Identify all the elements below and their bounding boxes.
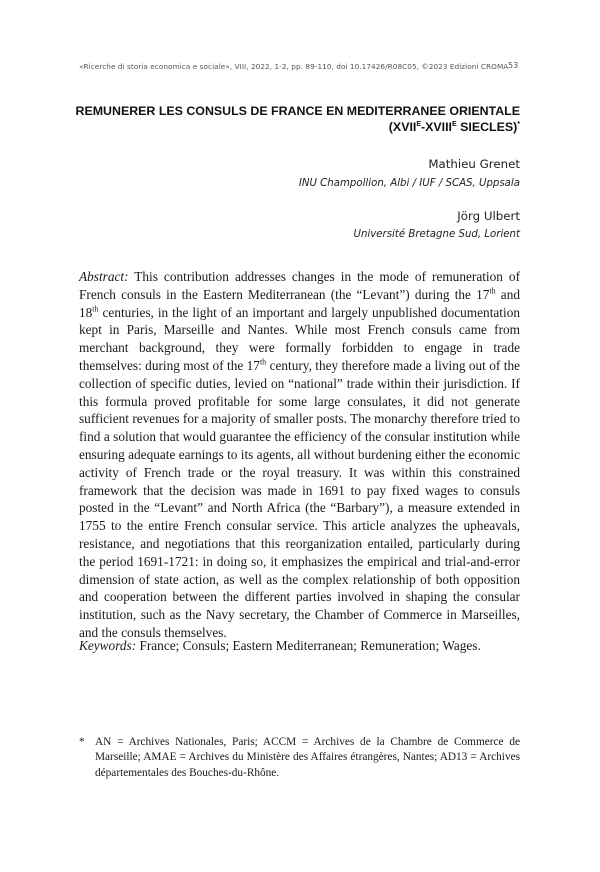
abstract-text: century, they therefore made a living out of the collection of specific duties, levied on “national” trade within their jurisdiction. If this formula proved profitable for some large consulates, it did not generate sufficient revenues for a majority of smaller posts. The monarchy therefore tried to find a solution that would guarantee the efficiency of the consular institution while ensuring adequate earnings to its agents, all without burdening either the economic activity of French trade or the royal treasury. It was within this constrained framework that the decision was made in 1691 to pay fixed wages to consuls posted in the “Levant” and North Africa (the “Barbary”), a measure extended in 1755 to the entire French consular service. This article analyzes the upheavals, resistance, and negotiations that this reorganization entailed, particularly during the period 1691-1721: in doing so, it emphasizes the empirical and trial-and-error dimension of state action, as well as the complex relationship of both opposition and cooperation between the different parties involved in shaping the consular institution, such as the Navy secretary, the Chamber of Commerce in Marseilles, and the consuls themselves. [79, 357, 520, 640]
keywords-text: France; Consuls; Eastern Mediterranean; Remuneration; Wages. [136, 638, 481, 653]
keywords-label: Keywords: [79, 638, 137, 653]
title-part-c: SIECLES) [456, 120, 518, 134]
footnote-marker: * [79, 736, 85, 748]
title-line-1: REMUNERER LES CONSULS DE FRANCE EN MEDITERRANEE ORIENTALE [75, 104, 520, 118]
abstract-text: This contribution addresses changes in the mode of remuneration of French consuls in the Eastern Mediterranean (the “Levant”) during the 17 [79, 269, 520, 302]
title-line-2 [70, 119, 520, 135]
page-number: 53 [508, 61, 519, 70]
title-part-a: (XVII [388, 120, 417, 134]
title-sup-2: E [452, 120, 457, 128]
abstract [79, 268, 520, 642]
ordinal-suffix: th [92, 304, 99, 314]
title-sup-1: E [416, 120, 422, 128]
ordinal-suffix: th [259, 357, 267, 367]
author-name: Mathieu Grenet [428, 157, 520, 171]
ordinal-suffix: th [489, 286, 496, 296]
author-name: Jörg Ulbert [457, 209, 520, 223]
abstract-label: Abstract: [79, 269, 129, 284]
abstract-text: centuries, in the light of an important and largely unpublished documentation kept in Paris, Marseille and Nantes. While most French consuls came from merchant background, they were formally forbidden to engage in trade themselves: during most of the 17 [79, 304, 520, 373]
keywords [79, 637, 520, 655]
footnote [79, 735, 520, 781]
abstract-text: and 18 [79, 286, 520, 320]
footnote-text: AN = Archives Nationales, Paris; ACCM = Archives de la Chambre de Commerce de Marseille; AMAE = Archives du Ministère des Affaires étrangères, Nantes; AD13 = Archives départementales des Bouches-du-Rhône. [95, 736, 520, 779]
title-part-b: -XVIII [421, 120, 452, 134]
author-affiliation: INU Champollion, Albi / IUF / SCAS, Uppsala [298, 178, 520, 189]
running-header: «Ricerche di storia economica e sociale», VIII, 2022, 1-2, pp. 89-110, doi 10.17426/R08C05, ©2023 Edizioni CROMA [79, 62, 509, 71]
author-affiliation: Université Bretagne Sud, Lorient [353, 229, 520, 240]
title-footnote-marker: * [517, 120, 520, 128]
article-title [70, 103, 520, 135]
